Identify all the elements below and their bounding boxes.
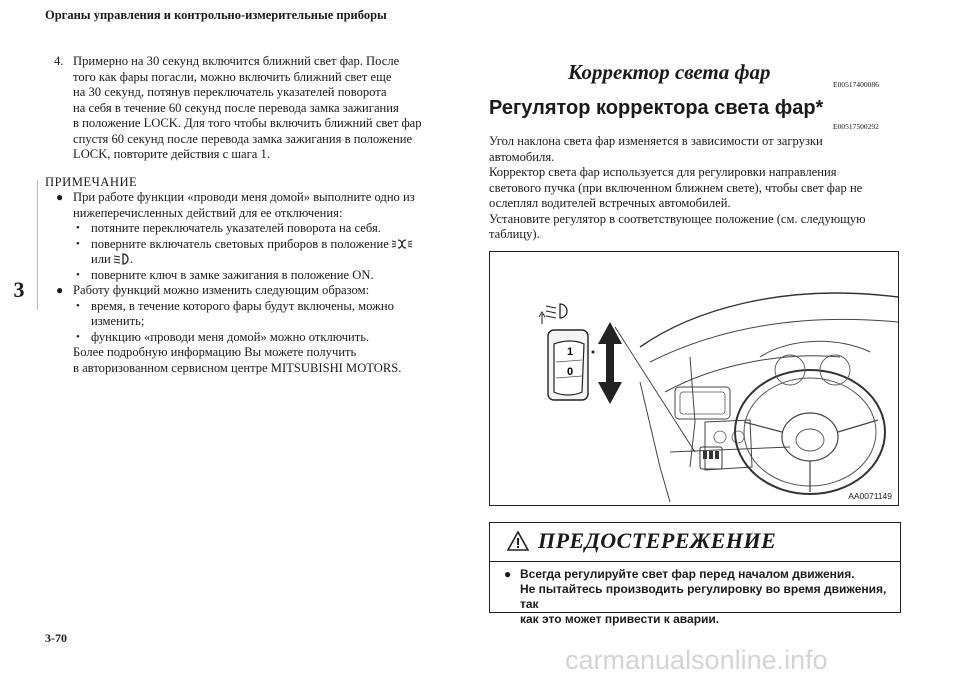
warning-line: Всегда регулируйте свет фар перед началом движения.	[520, 567, 855, 581]
body-line: таблицу).	[489, 227, 540, 241]
note-heading: ПРИМЕЧАНИЕ	[45, 174, 138, 189]
sub-bullet	[45, 268, 465, 284]
bullet-line: Работу функций можно изменить следующим образом:	[73, 283, 370, 297]
step-line: на 30 секунд, потянув переключатель указателей поворота	[73, 85, 387, 99]
headlight-level-icon	[539, 304, 567, 324]
bullet-dot: •	[76, 222, 80, 234]
sub-bullet-text: время, в течение которого фары будут включены, можно	[91, 298, 394, 313]
low-beam-icon	[114, 253, 130, 265]
warning-triangle-icon	[507, 531, 529, 551]
body-line: Угол наклона света фар изменяется в зависимости от загрузки	[489, 134, 823, 148]
step-line: в положение LOCK. Для того чтобы включить ближний свет фар	[73, 116, 422, 130]
body-line: автомобиля.	[489, 149, 555, 164]
sub-bullet	[45, 299, 465, 330]
step-4	[45, 54, 465, 163]
body-line: Установите регулятор в соответствующее положение (см. следующую	[489, 211, 866, 226]
page-number: 3-70	[45, 631, 67, 645]
sub-bullet	[45, 237, 465, 253]
bullet-dot: •	[76, 237, 80, 250]
headlight-leveling-figure	[489, 251, 899, 506]
right-body	[489, 134, 909, 243]
section-code: E00517400086	[833, 80, 879, 89]
warning-box	[489, 522, 901, 626]
warning-line: как это может привести к аварии.	[520, 612, 720, 626]
step-line: LOCK, повторите действия с шага 1.	[73, 147, 270, 161]
sub-bullet-text: потяните переключатель указателей поворота на себя.	[91, 221, 381, 235]
up-down-arrow-icon	[598, 322, 622, 404]
watermark: carmanualsonline.info	[565, 645, 828, 675]
dashboard-illustration	[490, 252, 898, 505]
sub-bullet-text: изменить;	[91, 314, 145, 328]
parking-light-icon	[392, 238, 412, 250]
figure-code: AA0071149	[848, 491, 892, 501]
sub-bullet-text: или	[91, 252, 111, 266]
more-info-line: Более подробную информацию Вы можете получить	[73, 345, 357, 359]
more-info	[45, 345, 465, 376]
sub-bullet-text: функцию «проводи меня домой» можно отключить.	[91, 329, 370, 344]
warning-line: Не пытайтесь производить регулировку во время движения, так	[520, 582, 887, 611]
subsection-code: E00517500292	[833, 122, 879, 131]
dial-label-1: 1	[566, 346, 574, 358]
sub-bullet-cont: или .	[91, 252, 134, 266]
step-number: 4.	[54, 54, 64, 68]
note-bullet	[45, 190, 465, 221]
chapter-tab: 3	[13, 277, 25, 302]
step-line: того как фары погасли, можно включить ближний свет еще	[73, 69, 392, 84]
bullet-dot: ●	[504, 567, 512, 581]
step-line: на себя в течение 60 секунд после перевода замка зажигания	[73, 100, 399, 115]
bullet-line: нижеперечисленных действий для ее отключения:	[73, 205, 343, 220]
sub-bullet-text: поверните ключ в замке зажигания в положение ON.	[91, 267, 374, 282]
step-line: спустя 60 секунд после перевода замка зажигания в положение	[73, 131, 413, 146]
warning-header	[490, 523, 900, 562]
bullet-dot: •	[76, 299, 80, 312]
sub-bullet-text: поверните включатель световых приборов в положение	[91, 236, 389, 251]
bullet-dot: ●	[56, 283, 64, 297]
warning-title: ПРЕДОСТЕРЕЖЕНИЕ	[538, 528, 777, 553]
page-header: Органы управления и контрольно-измерительные приборы	[45, 8, 387, 22]
body-line: Корректор света фар используется для регулировки направления	[489, 165, 837, 179]
note-bullet	[45, 283, 465, 299]
sub-bullet	[45, 221, 465, 237]
more-info-line: в авторизованном сервисном центре MITSUBISHI MOTORS.	[73, 360, 402, 375]
bullet-dot: •	[76, 268, 80, 281]
body-line: ослеплял водителей встречных автомобилей.	[489, 196, 731, 210]
left-column	[45, 54, 465, 376]
section-title: Корректор света фар	[568, 60, 771, 84]
body-line: светового пучка (при включенном ближнем свете), чтобы свет фар не	[489, 180, 863, 195]
subsection-title: Регулятор корректора света фар*	[489, 97, 824, 119]
dial-label-0: 0	[566, 366, 574, 378]
bullet-dot: ●	[56, 190, 64, 204]
bullet-dot: •	[76, 330, 80, 343]
step-line: Примерно на 30 секунд включится ближний свет фар. После	[73, 54, 400, 68]
bullet-line: При работе функции «проводи меня домой» выполните одно из	[73, 190, 415, 204]
warning-text	[504, 567, 890, 627]
sub-bullet	[45, 330, 465, 346]
